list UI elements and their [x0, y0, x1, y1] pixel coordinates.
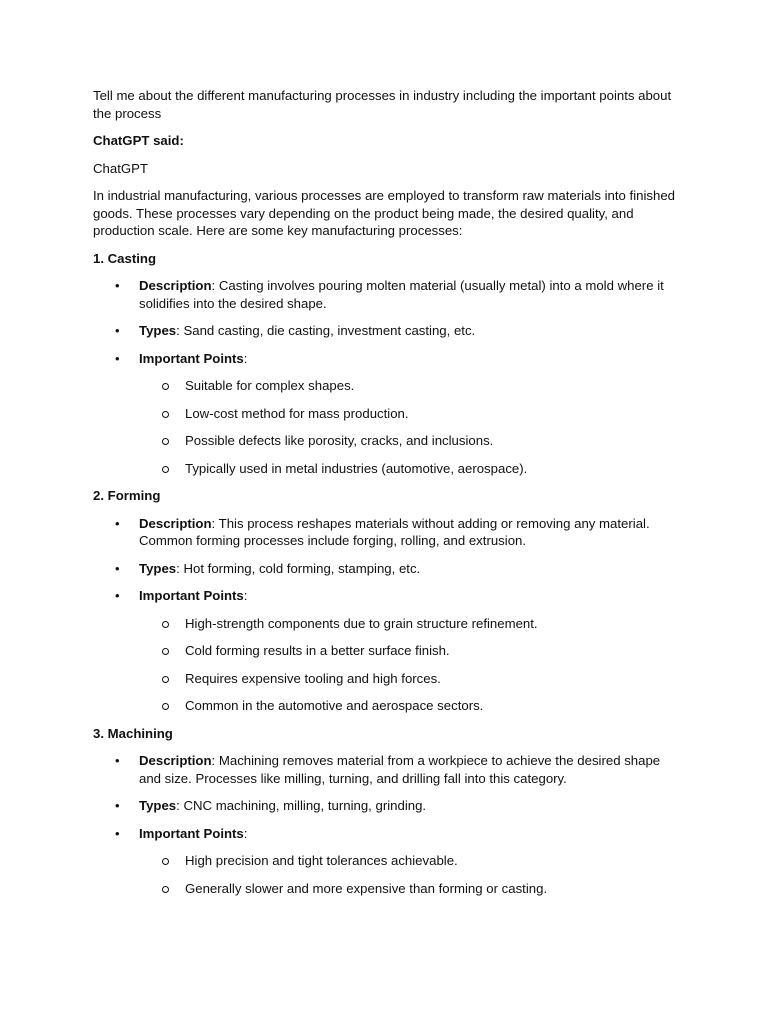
description-label: Description	[139, 753, 212, 768]
list-item: Possible defects like porosity, cracks, and inclusions.	[139, 432, 678, 450]
types-text: : CNC machining, milling, turning, grinding.	[176, 798, 427, 813]
important-points-colon: :	[243, 825, 248, 841]
points-list	[93, 852, 678, 897]
important-points-label: Important Points	[139, 825, 244, 841]
points-list	[93, 615, 678, 715]
description-text: : Casting involves pouring molten material (usually metal) into a mold where it solidifies into the desired shape.	[139, 278, 664, 311]
list-item: High precision and tight tolerances achievable.	[139, 852, 678, 870]
description-label: Description	[139, 278, 212, 293]
description-label: Description	[139, 515, 212, 531]
list-item: Low-cost method for mass production.	[139, 405, 678, 423]
important-points-item	[93, 587, 678, 715]
section-forming	[93, 487, 678, 715]
types-item	[93, 322, 678, 340]
section-title: 1. Casting	[93, 250, 157, 266]
description-text: : Machining removes material from a workpiece to achieve the desired shape and size. Processes like milling, turning, and drilling fall into this category.	[139, 753, 661, 786]
types-label: Types	[139, 323, 177, 338]
description-item	[93, 277, 678, 312]
section-casting	[93, 250, 678, 478]
section-title: 3. Machining	[93, 725, 173, 741]
list-item: Typically used in metal industries (automotive, aerospace).	[139, 460, 678, 478]
section-list	[93, 277, 678, 477]
section-title: 2. Forming	[93, 488, 161, 503]
important-points-item	[93, 350, 678, 478]
types-label: Types	[139, 560, 177, 576]
list-item: High-strength components due to grain structure refinement.	[139, 615, 678, 633]
list-item: Common in the automotive and aerospace sectors.	[139, 697, 678, 715]
description-item	[93, 515, 678, 550]
important-points-label: Important Points	[139, 350, 244, 366]
section-list	[93, 515, 678, 715]
user-prompt: Tell me about the different manufacturing processes in industry including the important points about the process	[93, 88, 672, 121]
intro-paragraph: In industrial manufacturing, various processes are employed to transform raw materials into finished goods. These processes vary depending on the product being made, the desired quality, and production scale. Here are some key manufacturing processes:	[93, 188, 675, 238]
author-name: ChatGPT	[93, 160, 148, 176]
types-text: : Sand casting, die casting, investment casting, etc.	[176, 323, 476, 338]
section-list	[93, 752, 678, 897]
important-points-colon: :	[243, 350, 248, 366]
description-item	[93, 752, 678, 787]
list-item: Generally slower and more expensive than forming or casting.	[139, 880, 678, 898]
types-label: Types	[139, 798, 177, 813]
section-machining	[93, 725, 678, 898]
important-points-label: Important Points	[139, 588, 244, 603]
important-points-colon: :	[243, 588, 248, 603]
document-content	[93, 87, 678, 907]
points-list	[93, 377, 678, 477]
types-item	[93, 560, 678, 578]
important-points-item	[93, 825, 678, 898]
speaker-label: ChatGPT said:	[93, 133, 184, 148]
list-item: Suitable for complex shapes.	[139, 377, 678, 395]
list-item: Requires expensive tooling and high forces.	[139, 670, 678, 688]
types-text: : Hot forming, cold forming, stamping, etc.	[176, 560, 421, 576]
types-item	[93, 797, 678, 815]
description-text: : This process reshapes materials without adding or removing any material. Common forming processes include forging, rolling, and extrusion.	[139, 515, 650, 548]
list-item: Cold forming results in a better surface finish.	[139, 642, 678, 660]
